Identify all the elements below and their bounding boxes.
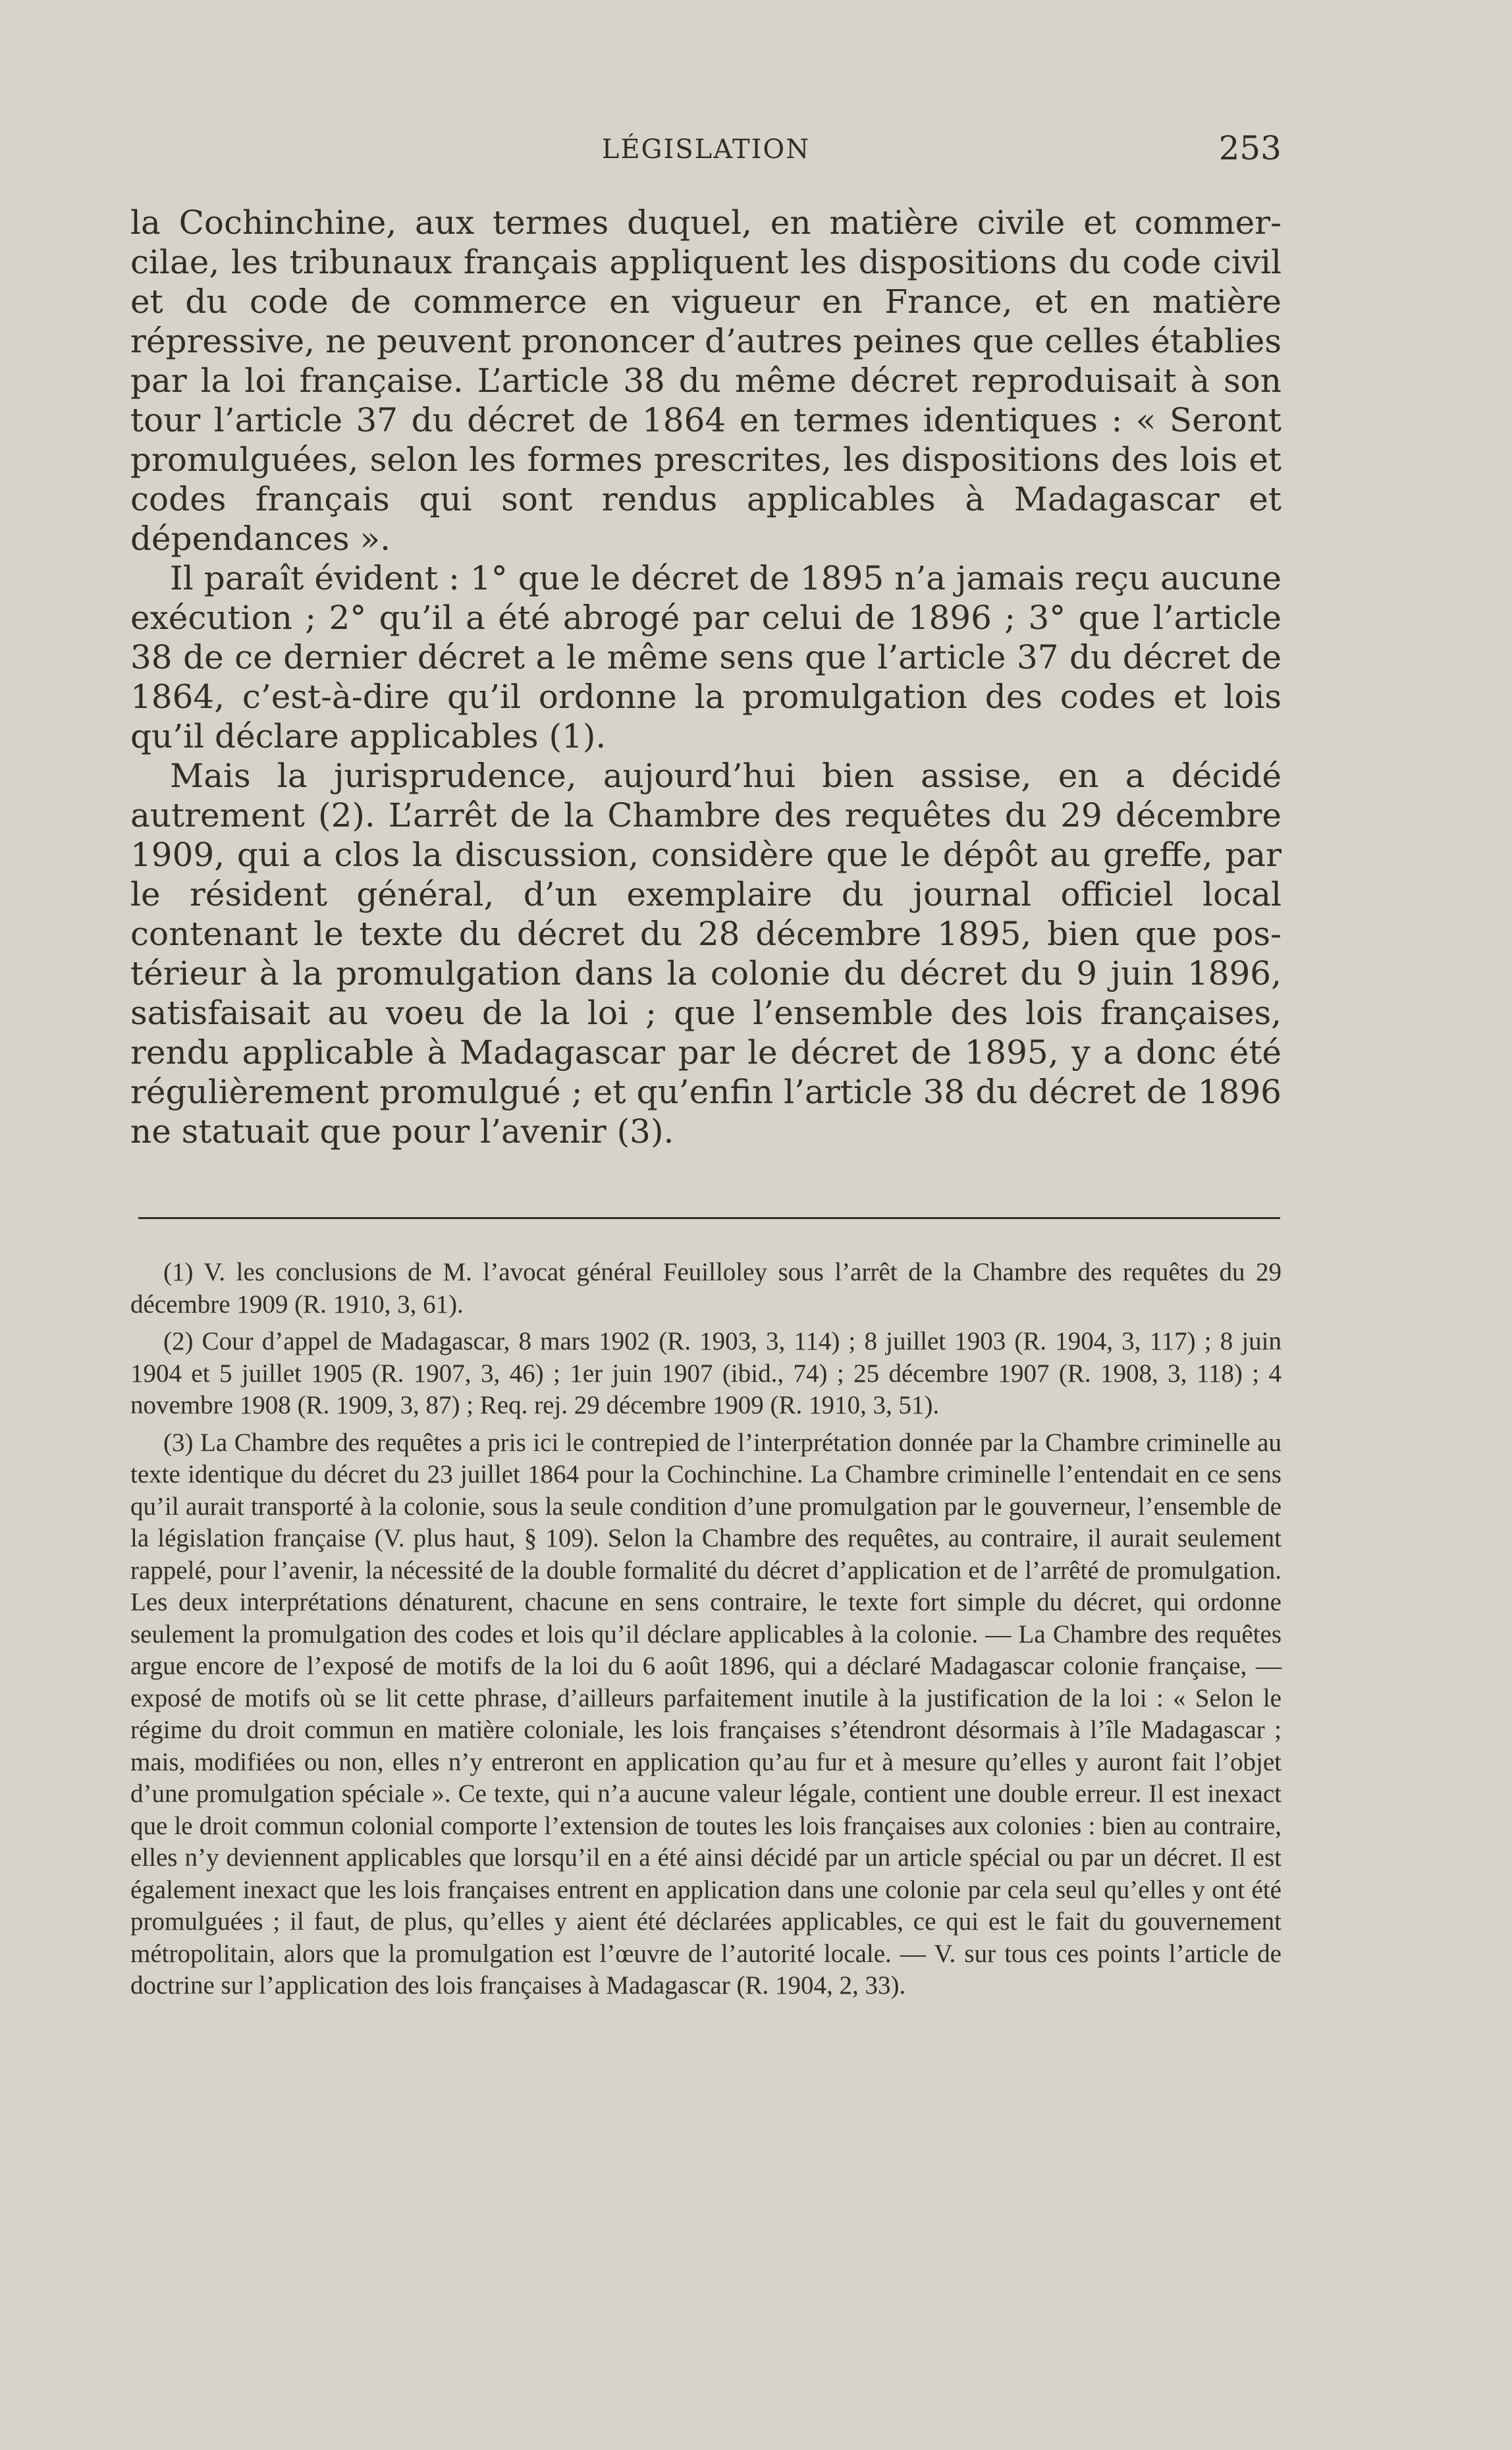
page-header: [130, 129, 1282, 174]
running-title: LÉGISLATION: [601, 134, 811, 165]
paragraph-3: Mais la jurisprudence, aujourd’hui bien assise, en a décidé autrement (2). L’arrêt de la Chambre des requêtes du 29 décembre 1909, qui a clos la discussion, considère que le dépôt au greffe, par le résident général, d’un exemplaire du journal officiel local contenant le texte du décret du 28 décembre 1895, bien que postérieur à la promulgation dans la colonie du décret du 9 juin 1896, satisfaisait au voeu de la loi ; que l’ensemble des lois françaises, rendu applicable à Madagascar par le décret de 1895, y a donc été régulièrement promulgué ; et qu’enfin l’article 38 du décret de 1896 ne statuait que pour l’avenir (3).: [130, 757, 1282, 1151]
footnote-separator: [138, 1217, 1280, 1219]
footnotes: [130, 1257, 1282, 2002]
footnote-2: (2) Cour d’appel de Madagascar, 8 mars 1902 (R. 1903, 3, 114) ; 8 juillet 1903 (R. 1904, 3, 117) ; 8 juin 1904 et 5 juillet 1905 (R. 1907, 3, 46) ; 1er juin 1907 (ibid., 74) ; 25 décembre 1907 (R. 1908, 3, 118) ; 4 novembre 1908 (R. 1909, 3, 87) ; Req. rej. 29 décembre 1909 (R. 1910, 3, 51).: [130, 1327, 1282, 1419]
paragraph-2: Il paraît évident : 1° que le décret de 1895 n’a jamais reçu aucune exécution ; 2° qu’il a été abrogé par celui de 1896 ; 3° que l’article 38 de ce dernier décret a le même sens que l’article 37 du décret de 1864, c’est-à-dire qu’il ordonne la promulgation des codes et lois qu’il déclare applicables (1).: [130, 559, 1282, 755]
page-number: 253: [1218, 129, 1282, 167]
paragraph-1: la Cochinchine, aux termes duquel, en matière civile et commercilae, les tribunaux français appliquent les dispositions du code civil et du code de commerce en vigueur en France, et en matière répressive, ne peuvent prononcer d’autres peines que celles établies par la loi française. L’article 38 du même décret reproduisait à son tour l’article 37 du décret de 1864 en termes identiques : « Seront promulguées, selon les formes prescrites, les dispositions des lois et codes français qui sont rendus applicables à Madagascar et dépendances ».: [130, 204, 1282, 558]
footnote-3: (3) La Chambre des requêtes a pris ici le contrepied de l’interprétation donnée par la Chambre criminelle au texte identique du décret du 23 juillet 1864 pour la Cochinchine. La Chambre criminelle l’entendait en ce sens qu’il aurait transporté à la colonie, sous la seule condition d’une promulgation par le gouverneur, l’ensemble de la législation française (V. plus haut, § 109). Selon la Chambre des requêtes, au contraire, il aurait seulement rappelé, pour l’avenir, la nécessité de la double formalité du décret d’application et de l’arrêté de promulgation. Les deux interprétations dénaturent, chacune en sens contraire, le texte fort simple du décret, qui ordonne seulement la promulgation des codes et lois qu’il déclare applicables à la colonie. — La Chambre des requêtes argue encore de l’exposé de motifs de la loi du 6 août 1896, qui a déclaré Madagascar colonie française, — exposé de motifs où se lit cette phrase, d’ailleurs parfaitement inutile à la justification de la loi : « Selon le régime du droit commun en matière coloniale, les lois françaises s’étendront désormais à l’île Madagascar ; mais, modifiées ou non, elles n’y entreront en application qu’au fur et à mesure qu’elles y auront fait l’objet d’une promulgation spéciale ». Ce texte, qui n’a aucune valeur légale, contient une double erreur. Il est inexact que le droit commun colonial comporte l’extension de toutes les lois françaises aux colonies : bien au contraire, elles n’y deviennent applicables que lorsqu’il en a été ainsi décidé par un article spécial ou par un décret. Il est également inexact que les lois françaises entrent en application dans une colonie par cela seul qu’elles y ont été promulguées ; il faut, de plus, qu’elles y aient été déclarées applicables, ce qui est le fait du gouvernement métropolitain, alors que la promulgation est l’œuvre de l’autorité locale. — V. sur tous ces points l’article de doctrine sur l’application des lois françaises à Madagascar (R. 1904, 2, 33).: [130, 1428, 1282, 2000]
body-text: [130, 203, 1282, 1151]
footnote-1: (1) V. les conclusions de M. l’avocat général Feuilloley sous l’arrêt de la Chambre des requêtes du 29 décembre 1909 (R. 1910, 3, 61).: [130, 1258, 1282, 1319]
